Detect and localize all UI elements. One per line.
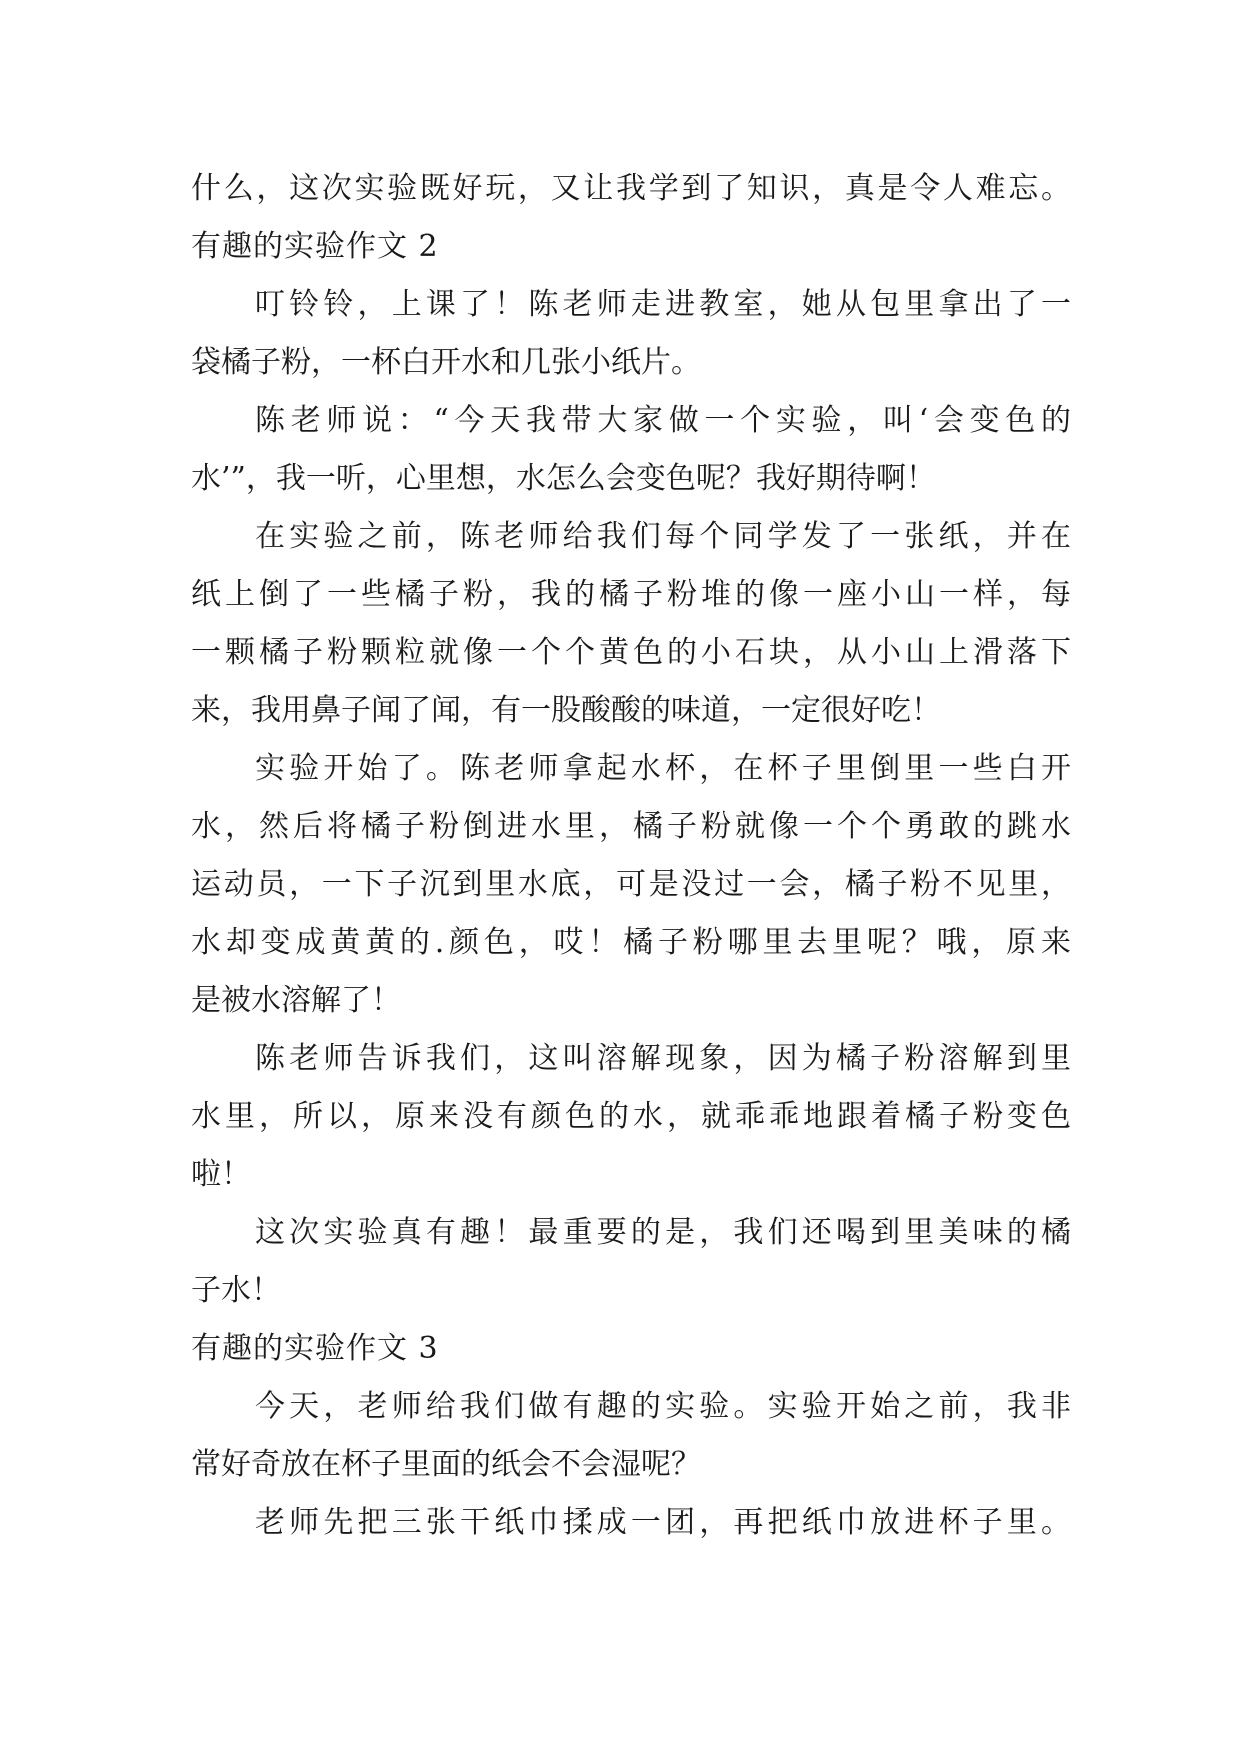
document-page xyxy=(191,160,1071,1552)
text-line: 陈老师告诉我们，这叫溶解现象，因为橘子粉溶解到里 xyxy=(255,1041,1071,1076)
text-line: 水，然后将橘子粉倒进水里，橘子粉就像一个个勇敢的跳水 xyxy=(191,809,1071,844)
text-line: 这次实验真有趣！最重要的是，我们还喝到里美味的橘 xyxy=(255,1215,1071,1250)
text-line: 在实验之前，陈老师给我们每个同学发了一张纸，并在 xyxy=(255,519,1071,554)
text-line: 今天，老师给我们做有趣的实验。实验开始之前，我非 xyxy=(255,1389,1071,1424)
text-line: 陈老师说：“今天我带大家做一个实验，叫‘会变色的 xyxy=(255,403,1071,438)
text-line: 是被水溶解了！ xyxy=(191,983,401,1018)
text-line: 运动员，一下子沉到里水底，可是没过一会，橘子粉不见里， xyxy=(191,867,1071,902)
text-line: 啦！ xyxy=(191,1157,251,1192)
text-line: 一颗橘子粉颗粒就像一个个黄色的小石块，从小山上滑落下 xyxy=(191,635,1071,670)
text-line: 水’”，我一听，心里想，水怎么会变色呢？我好期待啊！ xyxy=(191,461,936,496)
text-line: 老师先把三张干纸巾揉成一团，再把纸巾放进杯子里。 xyxy=(255,1505,1071,1540)
text-line: 纸上倒了一些橘子粉，我的橘子粉堆的像一座小山一样，每 xyxy=(191,577,1071,612)
text-line: 袋橘子粉，一杯白开水和几张小纸片。 xyxy=(191,345,701,380)
text-line: 水却变成黄黄的.颜色，哎！橘子粉哪里去里呢？哦，原来 xyxy=(191,925,1071,960)
text-line: 叮铃铃，上课了！陈老师走进教室，她从包里拿出了一 xyxy=(255,287,1071,322)
section-heading: 有趣的实验作文 2 xyxy=(191,229,439,264)
text-line: 来，我用鼻子闻了闻，有一股酸酸的味道，一定很好吃！ xyxy=(191,693,941,728)
text-line: 水里，所以，原来没有颜色的水，就乖乖地跟着橘子粉变色 xyxy=(191,1099,1071,1134)
section-heading: 有趣的实验作文 3 xyxy=(191,1331,439,1366)
text-line: 什么，这次实验既好玩，又让我学到了知识，真是令人难忘。 xyxy=(191,171,1071,206)
text-line: 实验开始了。陈老师拿起水杯，在杯子里倒里一些白开 xyxy=(255,751,1071,786)
text-line: 子水！ xyxy=(191,1273,281,1308)
text-line: 常好奇放在杯子里面的纸会不会湿呢？ xyxy=(191,1447,701,1482)
